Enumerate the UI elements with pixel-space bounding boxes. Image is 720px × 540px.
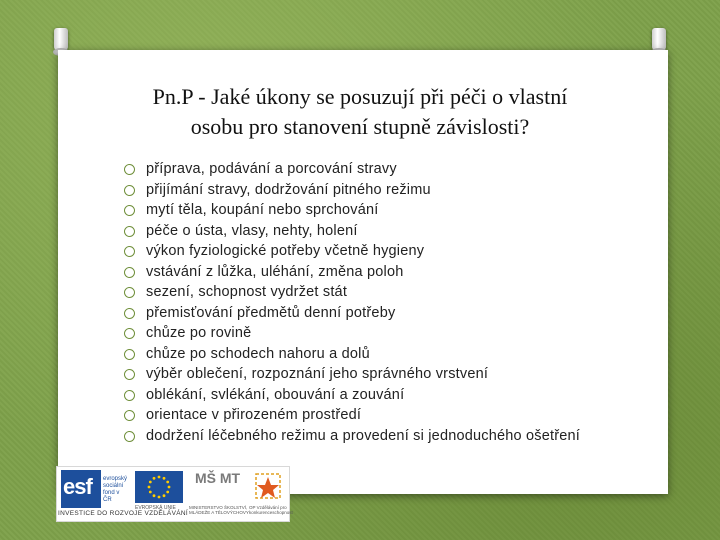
list-item [124,180,624,201]
esf-logo-subtext: evropský sociální fond v ČR [103,476,128,503]
list-item [124,364,624,385]
list-item [124,344,624,365]
circle-bullet-icon [124,246,135,257]
list-item [124,159,624,180]
slide-title-line: osobu pro stanovení stupně závislosti? [190,114,530,139]
list-item-text: péče o ústa, vlasy, nehty, holení [146,222,358,239]
funding-footer-text: INVESTICE DO ROZVOJE VZDĚLÁVÁNÍ [58,510,188,517]
circle-bullet-icon [124,205,135,216]
pushpin-icon [652,28,666,50]
circle-bullet-icon [124,328,135,339]
list-item [124,221,624,242]
list-item-text: orientace v přirozeném prostředí [146,407,362,423]
slide-title-line: Pn.P - Jaké úkony se posuzují při péči o vlastní [152,84,568,109]
circle-bullet-icon [124,287,135,298]
list-item-text: chůze po schodech nahoru a dolů [146,345,370,362]
list-item [124,303,624,324]
list-item [124,200,624,221]
msmt-logo: MŠ MT [195,470,241,486]
msmt-caption: MINISTERSTVO ŠKOLSTVÍ, MLÁDEŽE A TĚLOVÝCHOVY [189,505,249,515]
circle-bullet-icon [124,226,135,237]
circle-bullet-icon [124,369,135,380]
list-item [124,426,624,447]
list-item-text: přijímání stravy, dodržování pitného režimu [146,181,431,198]
circle-bullet-icon [124,410,135,421]
esf-logo [61,470,127,508]
list-item [124,405,624,426]
list-item [124,241,624,262]
circle-bullet-icon [124,185,135,196]
op-logo-icon [253,471,283,505]
list-item-text: vstávání z lůžka, uléhání, změna poloh [146,263,404,280]
list-item-text: chůze po rovině [146,325,252,341]
list-item-text: výkon fyziologické potřeby včetně hygieny [146,243,425,259]
circle-bullet-icon [124,164,135,175]
list-item [124,323,624,344]
list-item [124,282,624,303]
eu-caption: EVROPSKÁ UNIE [135,505,176,511]
slide-title [80,82,640,142]
circle-bullet-icon [124,308,135,319]
esf-logo-text: esf [63,474,92,499]
list-item-text: mytí těla, koupání nebo sprchování [146,202,379,218]
circle-bullet-icon [124,431,135,442]
circle-bullet-icon [124,349,135,360]
circle-bullet-icon [124,390,135,401]
list-item-text: příprava, podávání a porcování stravy [146,161,397,177]
circle-bullet-icon [124,267,135,278]
list-item-text: výběr oblečení, rozpoznání jeho správného vrstvení [146,366,489,382]
list-item [124,262,624,283]
list-item [124,385,624,406]
bullet-list [124,159,624,446]
pushpin-icon [54,28,68,50]
list-item-text: dodržení léčebného režimu a provedení si jednoduchého ošetření [146,427,580,444]
eu-flag-icon [135,471,183,503]
list-item-text: sezení, schopnost vydržet stát [146,284,348,300]
list-item-text: přemisťování předmětů denní potřeby [146,304,396,321]
op-caption: OP Vzdělávání pro konkurenceschopnost [249,505,293,515]
list-item-text: oblékání, svlékání, obouvání a zouvání [146,386,405,403]
